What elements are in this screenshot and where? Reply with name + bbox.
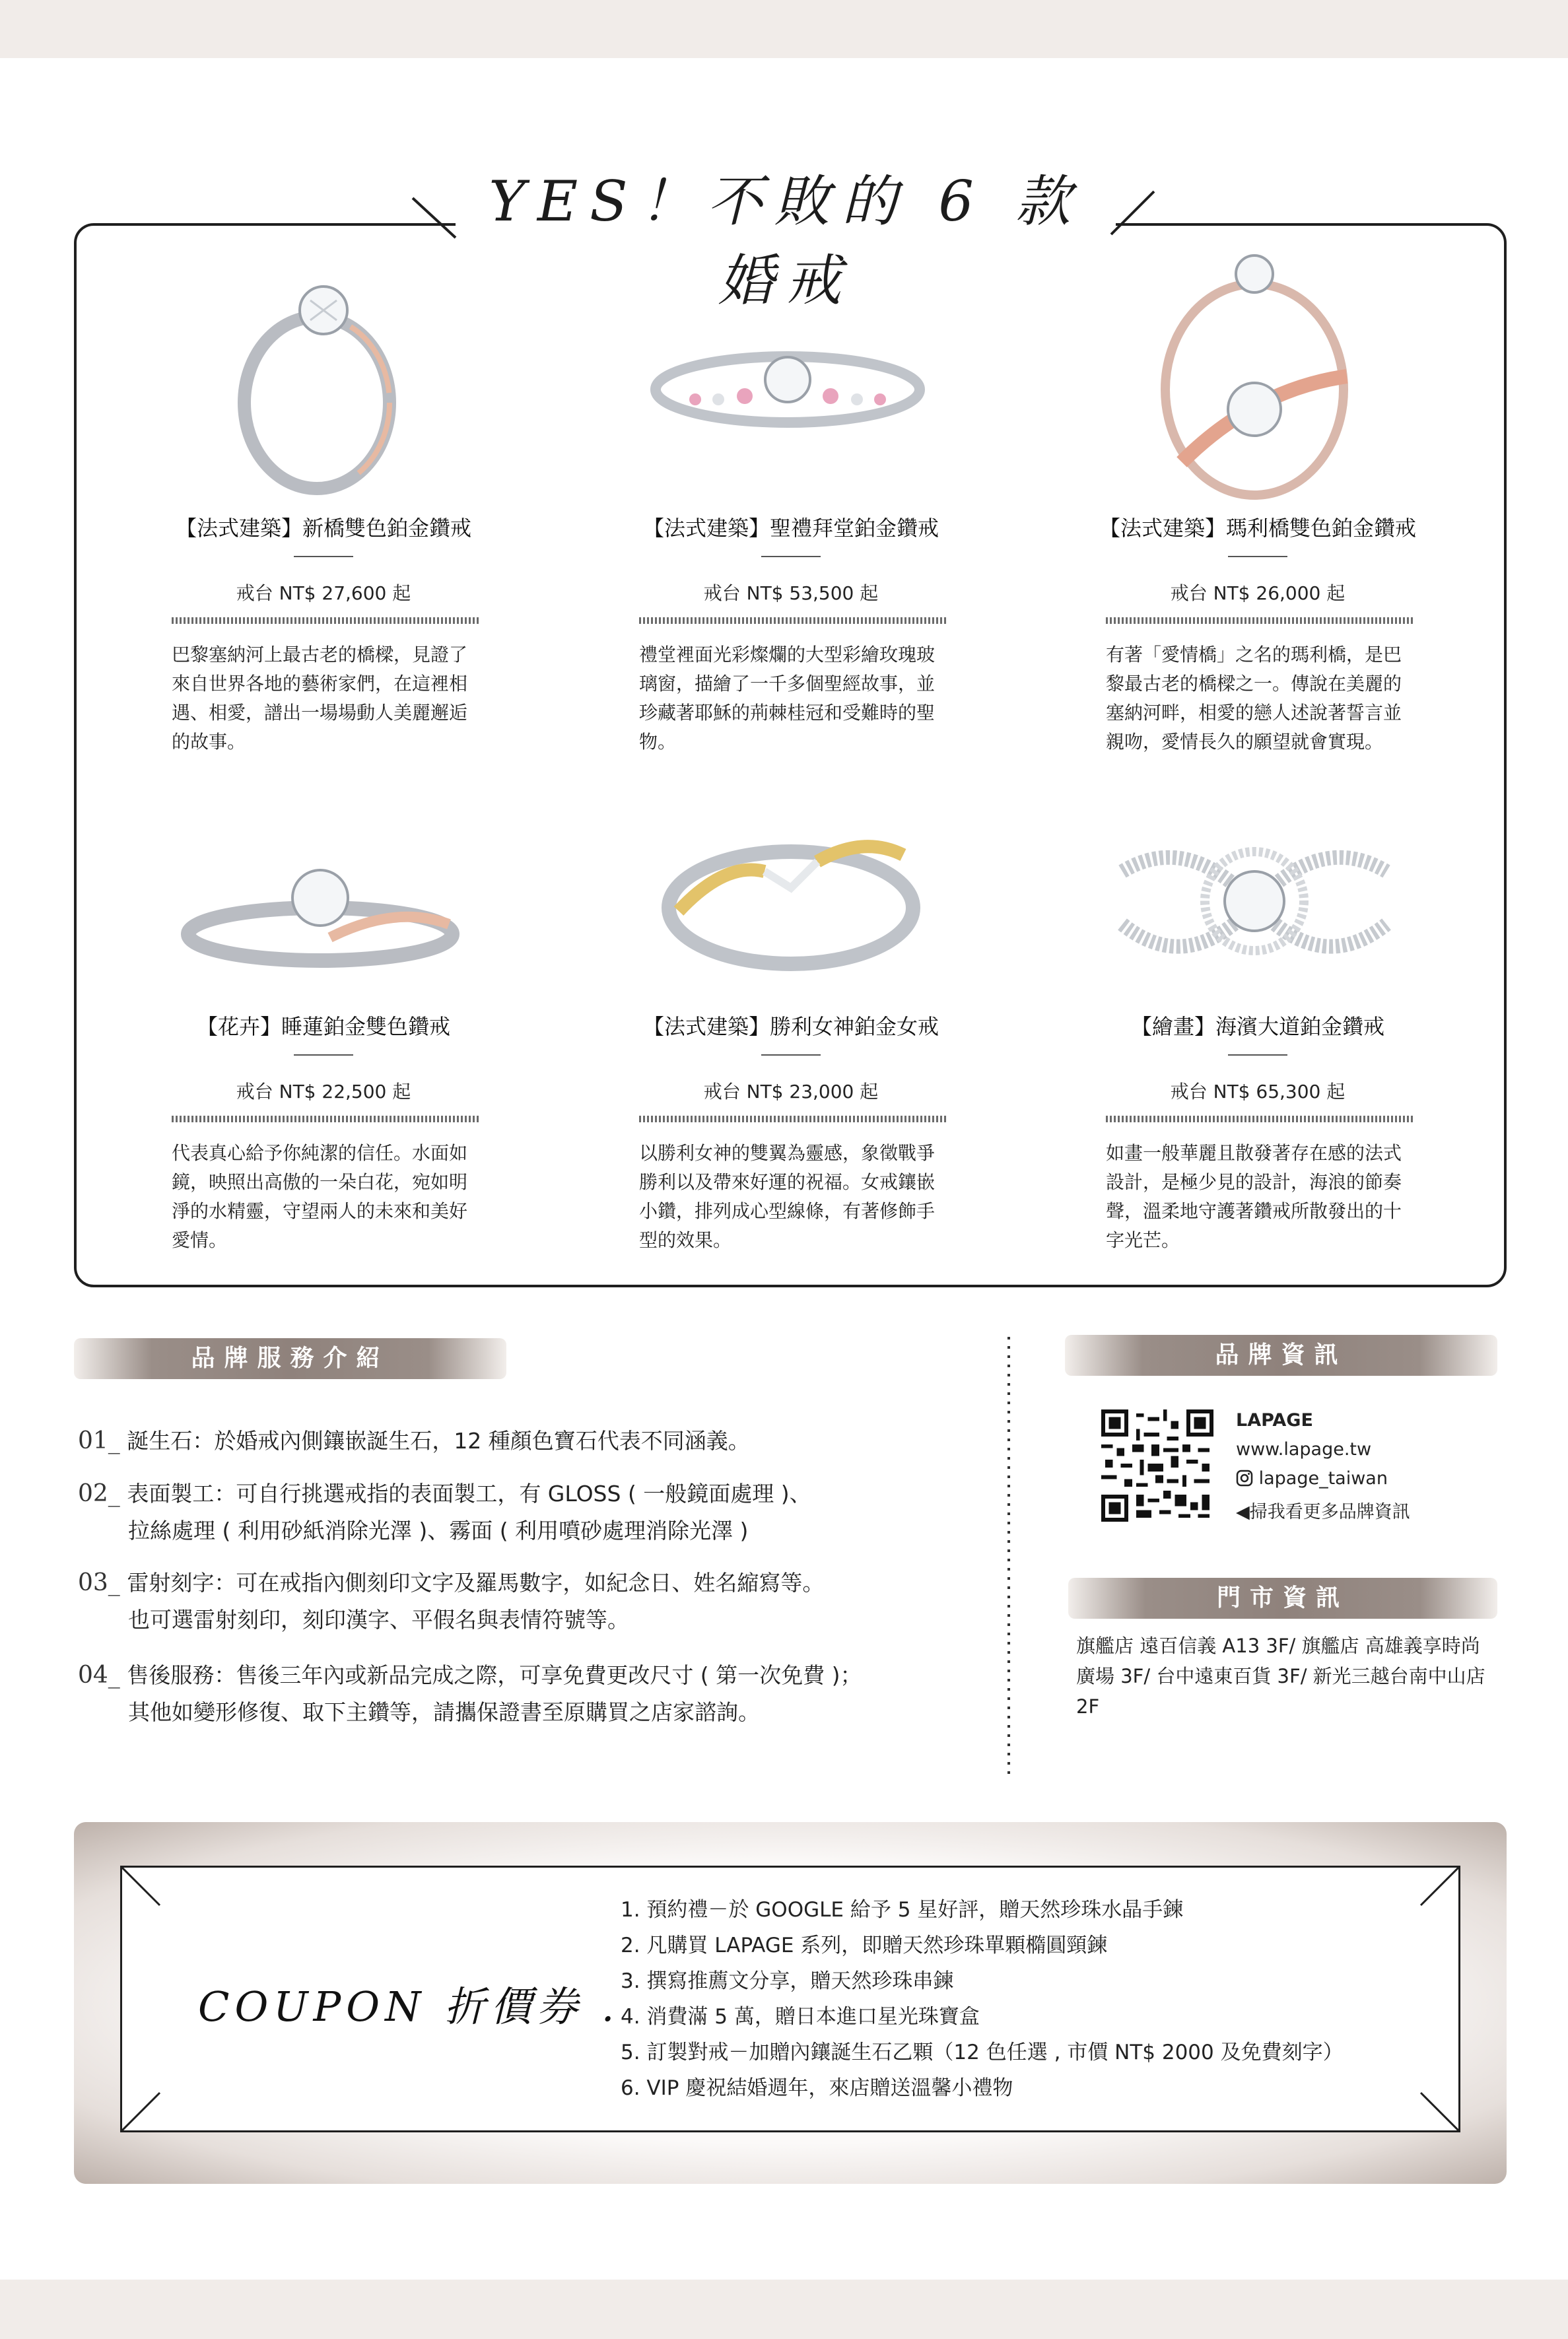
service-item-text-cont: 拉絲處理 ( 利用砂紙消除光澤 )、霧面 ( 利用噴砂處理消除光澤 ) — [128, 1518, 749, 1543]
instagram-icon — [1236, 1470, 1253, 1487]
instagram-handle: lapage_taiwan — [1258, 1468, 1388, 1489]
ring-title: 【法式建築】勝利女神鉑金女戒 — [642, 1014, 939, 1039]
service-item-text-cont: 也可選雷射刻印，刻印漢字、平假名與表情符號等。 — [128, 1607, 629, 1633]
title-right-stroke — [1101, 188, 1161, 248]
ring-water-lily-image — [178, 858, 462, 970]
coupon-corner-br — [1408, 2080, 1460, 2132]
ring-description: 以勝利女神的雙翼為靈感，象徵戰爭勝利以及帶來好運的祝福。女戒鑲嵌小鑽，排列成心型線條，有著修飾手型的效果。 — [639, 1142, 936, 1251]
ring-price: 戒台 NT$ 65,300 起 — [1170, 1081, 1346, 1102]
store-info-heading: 門市資訊 — [1216, 1584, 1349, 1611]
service-item-number: 04_ — [78, 1662, 120, 1689]
coupon-title: COUPON 折價券 . — [198, 1983, 620, 2031]
coupon-corner-tl — [120, 1866, 173, 1918]
brand-info-heading-pill — [1065, 1335, 1497, 1376]
ring-price: 戒台 NT$ 22,500 起 — [236, 1081, 411, 1102]
coupon-item: 5. 訂製對戒－加贈內鑲誕生石乙顆（12 色任選 , 市價 NT$ 2000 及免費刻字） — [621, 2041, 1344, 2064]
ring-price: 戒台 NT$ 27,600 起 — [236, 582, 411, 604]
title-rule — [761, 1054, 821, 1056]
ring-two-tone-bridge-image — [211, 264, 423, 502]
service-item-text-cont: 其他如變形修復、取下主鑽等，請攜保證書至原購買之店家諮詢。 — [128, 1699, 760, 1725]
ring-price: 戒台 NT$ 26,000 起 — [1170, 582, 1346, 604]
title-rule — [294, 1054, 353, 1056]
coupon-item: 2. 凡購買 LAPAGE 系列，即贈天然珍珠單顆橢圓頸鍊 — [621, 1934, 1108, 1957]
ring-description: 如畫一般華麗且散發著存在感的法式設計，是極少見的設計，海浪的節奏聲，溫柔地守護著鑽戒所散發出的十字光芒。 — [1106, 1142, 1402, 1251]
service-item-text: 雷射刻字：可在戒指內側刻印文字及羅馬數字，如紀念日、姓名縮寫等。 — [127, 1570, 825, 1596]
service-item-text: 表面製工：可自行挑選戒指的表面製工，有 GLOSS ( 一般鏡面處理 )、 — [127, 1481, 811, 1507]
bottom-band — [0, 2280, 1568, 2339]
store-list: 旗艦店 遠百信義 A13 3F/ 旗艦店 高雄義享時尚廣場 3F/ 台中遠東百貨 3F/ 新光三越台南中山店 2F — [1076, 1635, 1485, 1718]
service-item-text: 誕生石：於婚戒內側鑲嵌誕生石，12 種顏色寶石代表不同涵義。 — [127, 1428, 750, 1454]
title-left-stroke — [409, 191, 469, 251]
ring-price: 戒台 NT$ 53,500 起 — [703, 582, 879, 604]
title-rule — [294, 556, 353, 557]
qr-code-icon[interactable] — [1101, 1409, 1213, 1522]
coupon-item: 1. 預約禮－於 GOOGLE 給予 5 星好評，贈天然珍珠水晶手鍊 — [621, 1898, 1184, 1922]
vertical-dotted-divider — [1007, 1337, 1010, 1779]
service-item-number: 02_ — [78, 1480, 120, 1507]
top-band — [0, 0, 1568, 58]
ring-title: 【法式建築】新橋雙色鉑金鑽戒 — [175, 516, 471, 541]
ring-title: 【花卉】睡蓮鉑金雙色鑽戒 — [196, 1014, 450, 1039]
ring-title: 【法式建築】瑪利橋雙色鉑金鑽戒 — [1099, 516, 1416, 541]
service-item — [78, 1657, 969, 1731]
store-info-heading-pill — [1068, 1578, 1497, 1619]
ring-description: 有著「愛情橋」之名的瑪利橋，是巴黎最古老的橋樑之一。傳說在美麗的塞納河畔，相愛的戀人述說著誓言並親吻，愛情長久的願望就會實現。 — [1106, 644, 1402, 753]
ring-price: 戒台 NT$ 23,000 起 — [703, 1081, 879, 1102]
title-rule — [761, 556, 821, 557]
ring-pink-stones-image — [646, 333, 930, 446]
coupon-item: 4. 消費滿 5 萬，贈日本進口星光珠寶盒 — [621, 2005, 980, 2029]
coupon-item: 3. 撰寫推薦文分享，贈天然珍珠串鍊 — [621, 1969, 954, 1993]
ring-description: 禮堂裡面光彩燦爛的大型彩繪玫瑰玻璃窗，描繪了一千多個聖經故事，並珍藏著耶穌的荊棘桂冠和受難時的聖物。 — [639, 644, 936, 753]
dotted-divider — [1106, 1116, 1415, 1122]
dotted-divider — [172, 617, 481, 624]
dotted-divider — [1106, 617, 1415, 624]
brand-info-heading: 品牌資訊 — [1215, 1341, 1347, 1369]
dotted-divider — [172, 1116, 481, 1122]
page-title: YES！不敗的 6 款婚戒 — [489, 169, 1083, 313]
title-rule — [1228, 1054, 1287, 1056]
ring-gold-wing-image — [652, 809, 930, 980]
ring-rose-pair-image — [1136, 244, 1373, 508]
coupon-item: 6. VIP 慶祝結婚週年，來店贈送溫馨小禮物 — [621, 2076, 1013, 2100]
service-item-text: 售後服務：售後三年內或新品完成之際，可享免費更改尺寸 ( 第一次免費 )； — [127, 1662, 862, 1688]
coupon-corner-bl — [120, 2080, 173, 2132]
title-rule — [1228, 556, 1287, 557]
brand-name: LAPAGE — [1236, 1410, 1313, 1431]
service-heading-pill — [74, 1338, 506, 1379]
service-item-number: 01_ — [78, 1427, 120, 1454]
service-item — [78, 1423, 969, 1460]
coupon-corner-tr — [1408, 1866, 1460, 1918]
ring-description: 代表真心給予你純潔的信任。水面如鏡，映照出高傲的一朵白花，宛如明淨的水精靈，守望兩人的未來和美好愛情。 — [172, 1142, 468, 1251]
ring-title: 【法式建築】聖禮拜堂鉑金鑽戒 — [642, 516, 939, 541]
brand-scan-text: ◀掃我看更多品牌資訊 — [1236, 1502, 1410, 1522]
dotted-divider — [639, 1116, 948, 1122]
ring-halo-twist-image — [1109, 819, 1400, 990]
brand-instagram[interactable] — [1236, 1468, 1388, 1489]
coupon-list — [621, 1892, 1344, 2106]
service-item — [78, 1475, 969, 1549]
brand-url[interactable]: www.lapage.tw — [1236, 1439, 1372, 1460]
ring-description: 巴黎塞納河上最古老的橋樑，見證了來自世界各地的藝術家們，在這裡相遇、相愛，譜出一場場動人美麗邂逅的故事。 — [172, 644, 468, 753]
service-item — [78, 1565, 969, 1639]
service-item-number: 03_ — [78, 1569, 120, 1596]
ring-title: 【繪畫】海濱大道鉑金鑽戒 — [1130, 1014, 1384, 1039]
dotted-divider — [639, 617, 948, 624]
service-heading: 品牌服務介紹 — [191, 1345, 390, 1372]
